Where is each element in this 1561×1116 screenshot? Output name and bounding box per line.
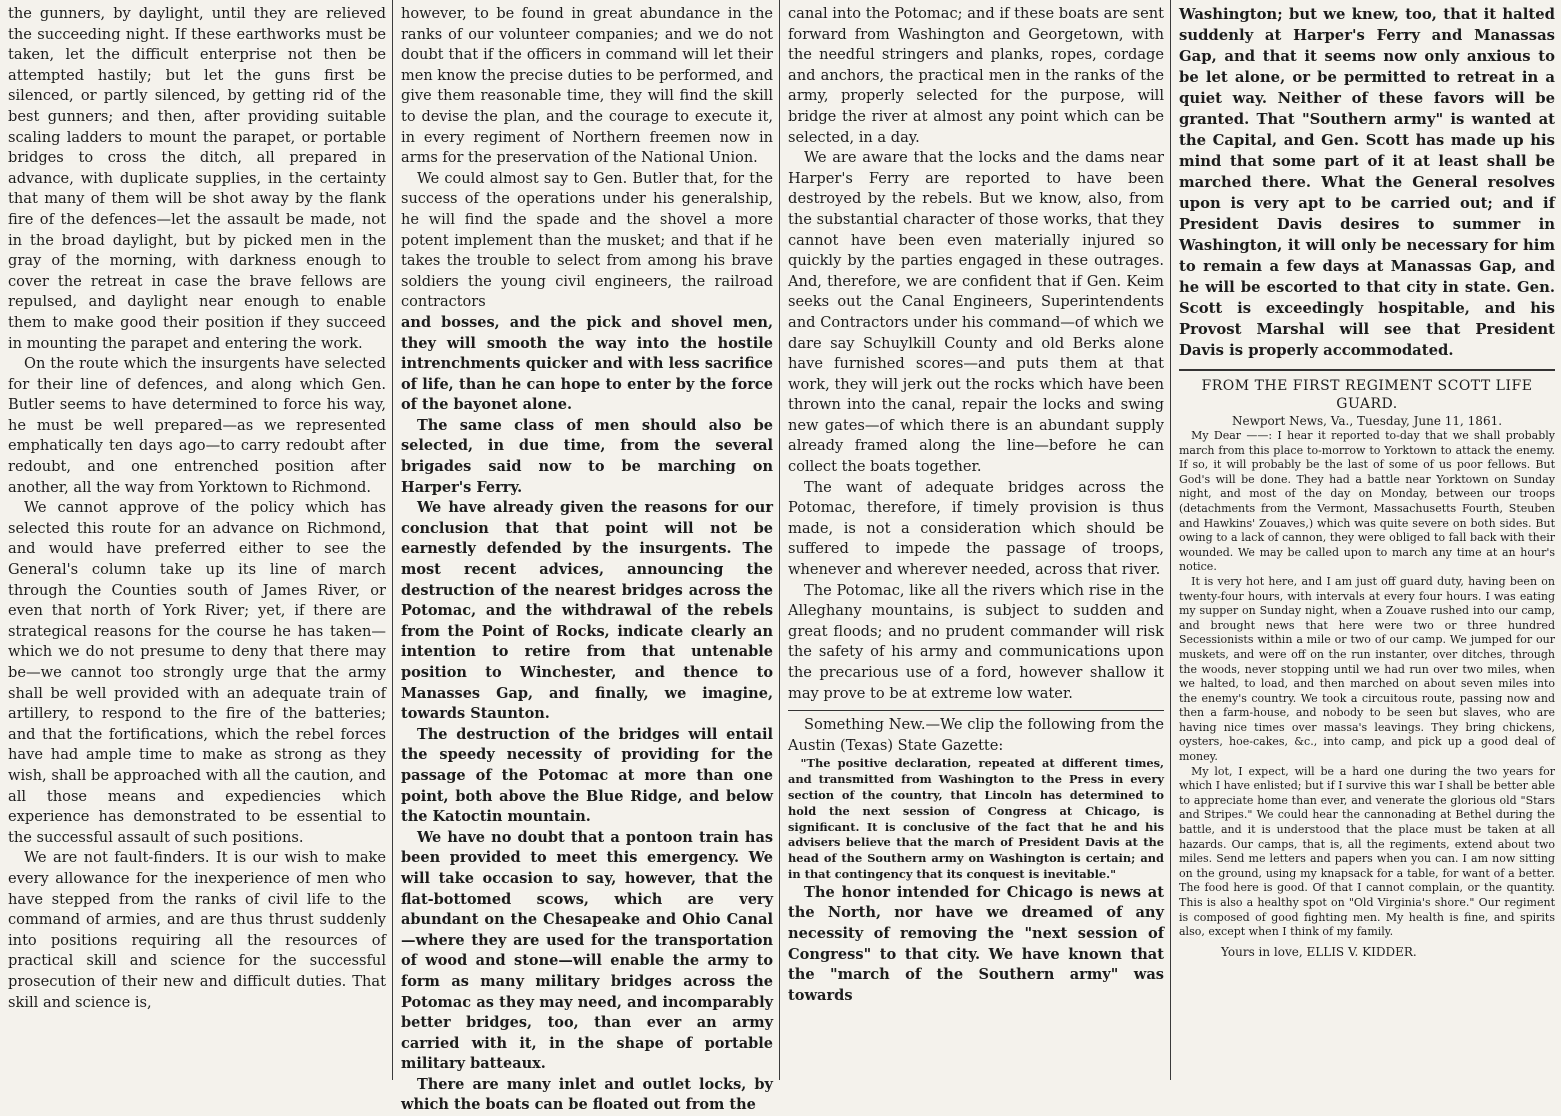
article-dateline: Newport News, Va., Tuesday, June 11, 1861. <box>1231 414 1503 428</box>
paragraph-bold: We have no doubt that a pontoon train has been provided to meet this emergency. We will take occasion to say, however, that the flat-bottomed scows, which are very abundant on the Chesapeake and Ohio Canal—where they are used for the transportation of wood and stone—will enable the army to form as many military bridges across the Potomac as they may need, and incomparably better bridges, too, than ever an army carried with it, in the shape of portable military batteaux. <box>401 828 773 1073</box>
paragraph: The want of adequate bridges across the Potomac, therefore, if timely provision is thus made, is not a consideration which should be suffered to impede the passage of troops, whenever and wherever needed, across that river. <box>788 478 1164 579</box>
section-rule <box>1179 369 1555 371</box>
column-2 <box>393 0 779 1114</box>
paragraph: We are aware that the locks and the dams near Harper's Ferry are reported to have been destroyed by the rebels. But we know, also, from the substantial character of those works, that they cannot have been even materially injured so quickly by the parties engaged in these outrages. And, therefore, we are confident that if Gen. Keim seeks out the Canal Engineers, Superintendents and Contractors under his command—of which we dare say Schuylkill County and old Berks alone have furnished scores—and puts them at that work, they will jerk out the rocks which have been thrown into the canal, repair the locks and swing new gates—of which there is an abundant supply already framed along the line—before he can collect the boats together. <box>788 149 1164 476</box>
paragraph-bold: The destruction of the bridges will entail the speedy necessity of providing for the passage of the Potomac at more than one point, both above the Blue Ridge, and below the Katoctin mountain. <box>401 725 773 826</box>
paragraph: We are not fault-finders. It is our wish to make every allowance for the inexperience of men who have stepped from the ranks of civil life to the command of armies, and are thus thrust suddenly into positions requiring all the resources of practical skill and science for the successful prosecution of their new and difficult duties. That skill and science is, <box>8 849 386 1011</box>
column-4 <box>1171 0 1561 1080</box>
paragraph: On the route which the insurgents have selected for their line of defences, and along which Gen. Butler seems to have determined to force his way, he must be well prepared—as we represented emphatically ten days ago—to carry redoubt after redoubt, and one entrenched position after another, all the way from Yorktown to Richmond. <box>8 355 386 496</box>
paragraph: however, to be found in great abundance in the ranks of our volunteer companies; and we do not doubt that if the officers in command will let their men know the precise duties to be performed, and give them reasonable time, they will find the skill to devise the plan, and the courage to execute it, in every regiment of Northern freemen now in arms for the preservation of the National Union. <box>401 6 773 167</box>
paragraph: The Potomac, like all the rivers which rise in the Alleghany mountains, is subject to sudden and great floods; and no prudent commander will risk the safety of his army and communications upon the precarious use of a ford, however shallow it may prove to be at extreme low water. <box>788 581 1164 702</box>
paragraph: canal into the Potomac; and if these boats are sent forward from Washington and Georgetown, with the needful stringers and planks, ropes, cordage and anchors, the practical men in the ranks of the army, properly selected for the purpose, will bridge the river at almost any point which can be selected, in a day. <box>788 5 1164 146</box>
section-rule <box>788 710 1164 711</box>
paragraph-bold: and bosses, and the pick and shovel men, they will smooth the way into the hostile intrenchments quicker and with less sacrifice of life, than he can hope to enter by the force of the bayonet alone. <box>401 313 773 414</box>
column-1 <box>0 0 392 1080</box>
paragraph: the gunners, by daylight, until they are relieved the succeeding night. If these earthworks must be taken, let the difficult enterprise not then be attempted hastily; but let the guns first be silenced, or partly silenced, by getting rid of the best gunners; and then, after providing suitable scaling ladders to mount the parapet, or portable bridges to cross the ditch, all prepared in advance, with duplicate supplies, in the certainty that many of them will be shot away by the flank fire of the defences—let the assault be made, not in the broad daylight, but by picked men in the gray of the morning, with darkness enough to cover the retreat in case the brave fellows are repulsed, and daylight near enough to enable them to make good their position if they succeed in mounting the parapet and entering the work. <box>8 5 386 352</box>
paragraph: We cannot approve of the policy which has selected this route for an advance on Richmond, and would have preferred either to see the General's column take up its line of march through the Counties south of James River, or even that north of York River; yet, if there are strategical reasons for the course he has taken—which we do not presume to deny that there may be—we cannot too strongly urge that the army shall be well provided with an adequate train of artillery, to respond to the fire of the batteries; and that the fortifications, which the rebel forces have had ample time to make as strong as they wish, shall be approached with all the caution, and all those means and expediencies which experience has demonstrated to be essential to the successful assault of such positions. <box>8 499 386 846</box>
paragraph-bold: The same class of men should also be selected, in due time, from the several brigades said now to be marching on Harper's Ferry. <box>401 416 773 496</box>
article-headline: FROM THE FIRST REGIMENT SCOTT LIFE GUARD. <box>1201 378 1533 412</box>
letter-paragraph: My Dear ——: I hear it reported to-day that we shall probably march from this place to-morrow to Yorktown to attack the enemy. If so, it will probably be the last of some of us poor fellows. But God's will be done. They had a battle near Yorktown on Sunday night, and most of the day on Monday, between our troops (detachments from the Vermont, Massachusetts Fourth, Steuben and Hawkins' Zouaves,) which was quite severe on both sides. But owing to a lack of cannon, they were obliged to fall back with their wounded. We may be called upon to march any time at an hour's notice. <box>1179 429 1555 574</box>
quoted-excerpt: "The positive declaration, repeated at different times, and transmitted from Washington to the Press in every section of the country, that Lincoln has determined to hold the next session of Congress at Chicago, is significant. It is conclusive of the fact that he and his advisers believe that the march of President Davis at the head of the Southern army on Washington is certain; and in that contingency that its conquest is inevitable." <box>788 756 1164 881</box>
paragraph: We could almost say to Gen. Butler that, for the success of the operations under his generalship, he will find the spade and the shovel a more potent implement than the musket; and that if he takes the trouble to select from among his brave soldiers the young civil engineers, the railroad contractors <box>401 170 773 311</box>
paragraph: Something New.—We clip the following from the Austin (Texas) State Gazette: <box>788 716 1164 754</box>
letter-paragraph: It is very hot here, and I am just off guard duty, having been on twenty-four hours, with intervals at every four hours. I was eating my supper on Sunday night, when a Zouave rushed into our camp, and brought news that here were two or three hundred Secessionists within a mile or two of our camp. We jumped for our muskets, and were off on the run instanter, over ditches, through the woods, never stopping until we had run over two miles, when we halted, to load, and then marched on about seven miles into the enemy's country. We took a circuitous route, passing now and then a farm-house, and nobody to be seen but slaves, who are having nice times over massa's leavings. They bring chickens, oysters, hoe-cakes, &c., into camp, and pick up a good deal of money. <box>1179 574 1555 764</box>
letter-paragraph: My lot, I expect, will be a hard one during the two years for which I have enlisted; but if I survive this war I shall be better able to appreciate home than ever, and venerate the glorious old "Stars and Stripes." We could hear the cannonading at Bethel during the battle, and it is understood that the place must be taken at all hazards. Our camps, that is, all the regiments, extend about two miles. Send me letters and papers when you can. I am now sitting on the ground, using my knapsack for a table, for want of a better. The food here is good. Of that I cannot complain, or the quantity. This is also a healthy spot on "Old Virginia's shore." Our regiment is composed of good fighting men. My health is fine, and spirits also, except when I think of my family. <box>1179 764 1555 939</box>
letter-signoff: Yours in love, ELLIS V. KIDDER. <box>1221 944 1417 959</box>
paragraph-bold: There are many inlet and outlet locks, by which the boats can be floated out from the <box>401 1075 773 1114</box>
paragraph-bold: The honor intended for Chicago is news at the North, nor have we dreamed of any necessity of removing the "next session of Congress" to that city. We have known that the "march of the Southern army" was towards <box>788 883 1164 1004</box>
paragraph-bold: Washington; but we knew, too, that it halted suddenly at Harper's Ferry and Manassas Gap, and that it seems now only anxious to be let alone, or be permitted to retreat in a quiet way. Neither of these favors will be granted. That "Southern army" is wanted at the Capital, and Gen. Scott has made up his mind that some part of it at least shall be marched there. What the General resolves upon is very apt to be carried out; and if President Davis desires to summer in Washington, it will only be necessary for him to remain a few days at Manassas Gap, and he will be escorted to that city in state. Gen. Scott is exceedingly hospitable, and his Provost Marshal will see that President Davis is properly accommodated. <box>1179 6 1555 359</box>
column-3 <box>780 0 1170 1080</box>
paragraph-bold: We have already given the reasons for our conclusion that that point will not be earnestly defended by the insurgents. The most recent advices, announcing the destruction of the nearest bridges across the Potomac, and the withdrawal of the rebels from the Point of Rocks, indicate clearly an intention to retire from that untenable position to Winchester, and thence to Manasses Gap, and finally, we imagine, towards Staunton. <box>401 499 773 723</box>
